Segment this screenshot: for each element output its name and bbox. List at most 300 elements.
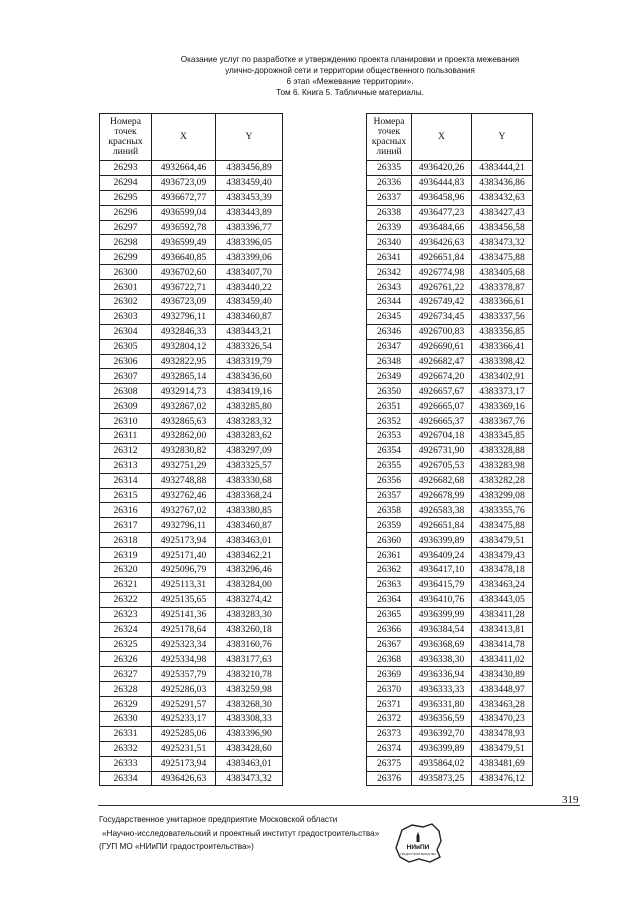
point-number-cell: 26348: [367, 354, 412, 369]
y-coordinate-cell: 4383475,88: [472, 518, 533, 533]
x-coordinate-cell: 4936702,60: [152, 265, 216, 280]
table-row: [100, 533, 283, 548]
x-coordinate-cell: 4936444,83: [412, 175, 472, 190]
table-row: [100, 697, 283, 712]
point-number-cell: 26304: [100, 324, 152, 339]
point-number-cell: 26341: [367, 250, 412, 265]
point-number-cell: 26327: [100, 667, 152, 682]
y-coordinate-cell: 4383328,88: [472, 443, 533, 458]
point-number-cell: 26353: [367, 429, 412, 444]
y-coordinate-cell: 4383378,87: [472, 280, 533, 295]
x-coordinate-cell: 4925096,79: [152, 563, 216, 578]
y-coordinate-cell: 4383366,61: [472, 295, 533, 310]
y-coordinate-cell: 4383443,21: [216, 324, 283, 339]
table-row: [100, 667, 283, 682]
table-row: [367, 309, 533, 324]
y-coordinate-cell: 4383459,40: [216, 175, 283, 190]
x-coordinate-cell: 4926665,07: [412, 399, 472, 414]
x-coordinate-cell: 4932767,02: [152, 503, 216, 518]
x-coordinate-cell: 4926690,61: [412, 339, 472, 354]
y-coordinate-cell: 4383402,91: [472, 369, 533, 384]
x-coordinate-cell: 4932862,00: [152, 429, 216, 444]
table-row: [367, 756, 533, 771]
y-coordinate-cell: 4383440,22: [216, 280, 283, 295]
coordinates-table-left: [99, 113, 283, 786]
x-coordinate-cell: 4925233,17: [152, 711, 216, 726]
x-coordinate-cell: 4936722,71: [152, 280, 216, 295]
point-number-cell: 26344: [367, 295, 412, 310]
logo-text: НИиПИ: [406, 844, 430, 851]
point-number-cell: 26334: [100, 771, 152, 786]
table-row: [367, 175, 533, 190]
y-coordinate-cell: 4383297,09: [216, 443, 283, 458]
point-number-cell: 26339: [367, 220, 412, 235]
y-coordinate-cell: 4383476,12: [472, 771, 533, 786]
point-number-cell: 26314: [100, 473, 152, 488]
x-coordinate-cell: 4936399,89: [412, 741, 472, 756]
table-row: [367, 250, 533, 265]
x-coordinate-cell: 4926731,90: [412, 443, 472, 458]
y-coordinate-cell: 4383283,98: [472, 458, 533, 473]
table-row: [367, 280, 533, 295]
table-row: [367, 652, 533, 667]
x-coordinate-cell: 4932867,02: [152, 399, 216, 414]
y-coordinate-cell: 4383460,87: [216, 309, 283, 324]
column-header-point-number: Номера точек красных линий: [100, 114, 152, 161]
y-coordinate-cell: 4383366,41: [472, 339, 533, 354]
point-number-cell: 26311: [100, 429, 152, 444]
y-coordinate-cell: 4383444,21: [472, 161, 533, 176]
y-coordinate-cell: 4383411,02: [472, 652, 533, 667]
x-coordinate-cell: 4936420,26: [412, 161, 472, 176]
table-row: [367, 265, 533, 280]
x-coordinate-cell: 4926651,84: [412, 250, 472, 265]
y-coordinate-cell: 4383356,85: [472, 324, 533, 339]
x-coordinate-cell: 4925231,51: [152, 741, 216, 756]
point-number-cell: 26329: [100, 697, 152, 712]
x-coordinate-cell: 4936640,85: [152, 250, 216, 265]
table-row: [100, 637, 283, 652]
y-coordinate-cell: 4383479,51: [472, 741, 533, 756]
x-coordinate-cell: 4932822,95: [152, 354, 216, 369]
x-coordinate-cell: 4935864,02: [412, 756, 472, 771]
point-number-cell: 26323: [100, 607, 152, 622]
x-coordinate-cell: 4926682,47: [412, 354, 472, 369]
point-number-cell: 26345: [367, 309, 412, 324]
point-number-cell: 26324: [100, 622, 152, 637]
table-row: [100, 190, 283, 205]
x-coordinate-cell: 4926774,98: [412, 265, 472, 280]
x-coordinate-cell: 4935873,25: [412, 771, 472, 786]
table-row: [367, 711, 533, 726]
x-coordinate-cell: 4936477,23: [412, 205, 472, 220]
y-coordinate-cell: 4383330,68: [216, 473, 283, 488]
footer-line-3: (ГУП МО «НИиПИ градостроительства»): [99, 842, 254, 851]
x-coordinate-cell: 4925286,03: [152, 682, 216, 697]
point-number-cell: 26367: [367, 637, 412, 652]
y-coordinate-cell: 4383369,16: [472, 399, 533, 414]
x-coordinate-cell: 4936384,54: [412, 622, 472, 637]
y-coordinate-cell: 4383479,51: [472, 533, 533, 548]
table-row: [367, 339, 533, 354]
table-row: [100, 592, 283, 607]
table-row: [367, 458, 533, 473]
table-row: [367, 771, 533, 786]
y-coordinate-cell: 4383296,46: [216, 563, 283, 578]
niipi-logo-icon: [392, 822, 444, 864]
point-number-cell: 26302: [100, 295, 152, 310]
y-coordinate-cell: 4383419,16: [216, 384, 283, 399]
y-coordinate-cell: 4383345,85: [472, 429, 533, 444]
point-number-cell: 26298: [100, 235, 152, 250]
x-coordinate-cell: 4932830,82: [152, 443, 216, 458]
point-number-cell: 26316: [100, 503, 152, 518]
y-coordinate-cell: 4383473,32: [472, 235, 533, 250]
point-number-cell: 26374: [367, 741, 412, 756]
point-number-cell: 26373: [367, 726, 412, 741]
table-row: [100, 161, 283, 176]
table-row: [100, 711, 283, 726]
y-coordinate-cell: 4383448,97: [472, 682, 533, 697]
point-number-cell: 26303: [100, 309, 152, 324]
column-header-y: Y: [216, 114, 283, 161]
column-header-x: X: [412, 114, 472, 161]
point-number-cell: 26342: [367, 265, 412, 280]
table-row: [100, 175, 283, 190]
x-coordinate-cell: 4936592,78: [152, 220, 216, 235]
point-number-cell: 26325: [100, 637, 152, 652]
point-number-cell: 26297: [100, 220, 152, 235]
table-row: [100, 503, 283, 518]
point-number-cell: 26319: [100, 548, 152, 563]
x-coordinate-cell: 4925171,40: [152, 548, 216, 563]
point-number-cell: 26332: [100, 741, 152, 756]
point-number-cell: 26322: [100, 592, 152, 607]
point-number-cell: 26315: [100, 488, 152, 503]
table-row: [100, 652, 283, 667]
x-coordinate-cell: 4925135,65: [152, 592, 216, 607]
point-number-cell: 26347: [367, 339, 412, 354]
table-row: [100, 354, 283, 369]
table-row: [367, 563, 533, 578]
footer-line-2: «Научно-исследовательский и проектный институт градостроительства»: [102, 828, 380, 838]
header-line-3: 6 этап «Межевание территории».: [286, 77, 414, 86]
table-row: [100, 399, 283, 414]
y-coordinate-cell: 4383367,76: [472, 414, 533, 429]
x-coordinate-cell: 4936409,24: [412, 548, 472, 563]
document-footer: [99, 813, 379, 854]
table-row: [367, 414, 533, 429]
table-row: [367, 205, 533, 220]
x-coordinate-cell: 4932846,33: [152, 324, 216, 339]
table-row: [100, 726, 283, 741]
table-row: [367, 682, 533, 697]
table-row: [367, 429, 533, 444]
table-row: [100, 756, 283, 771]
x-coordinate-cell: 4926704,18: [412, 429, 472, 444]
point-number-cell: 26308: [100, 384, 152, 399]
point-number-cell: 26331: [100, 726, 152, 741]
x-coordinate-cell: 4936723,09: [152, 175, 216, 190]
point-number-cell: 26313: [100, 458, 152, 473]
point-number-cell: 26352: [367, 414, 412, 429]
y-coordinate-cell: 4383479,43: [472, 548, 533, 563]
point-number-cell: 26369: [367, 667, 412, 682]
table-row: [367, 295, 533, 310]
y-coordinate-cell: 4383475,88: [472, 250, 533, 265]
table-row: [367, 741, 533, 756]
point-number-cell: 26300: [100, 265, 152, 280]
x-coordinate-cell: 4925173,94: [152, 756, 216, 771]
y-coordinate-cell: 4383260,18: [216, 622, 283, 637]
x-coordinate-cell: 4936338,30: [412, 652, 472, 667]
y-coordinate-cell: 4383436,86: [472, 175, 533, 190]
y-coordinate-cell: 4383274,42: [216, 592, 283, 607]
table-row: [100, 414, 283, 429]
point-number-cell: 26301: [100, 280, 152, 295]
point-number-cell: 26370: [367, 682, 412, 697]
table-row: [100, 265, 283, 280]
y-coordinate-cell: 4383373,17: [472, 384, 533, 399]
table-row: [100, 429, 283, 444]
point-number-cell: 26293: [100, 161, 152, 176]
y-coordinate-cell: 4383285,80: [216, 399, 283, 414]
y-coordinate-cell: 4383478,18: [472, 563, 533, 578]
point-number-cell: 26362: [367, 563, 412, 578]
y-coordinate-cell: 4383268,30: [216, 697, 283, 712]
y-coordinate-cell: 4383414,78: [472, 637, 533, 652]
x-coordinate-cell: 4936599,49: [152, 235, 216, 250]
footer-line-1: Государственное унитарное предприятие Московской области: [99, 815, 338, 824]
y-coordinate-cell: 4383456,89: [216, 161, 283, 176]
x-coordinate-cell: 4925285,06: [152, 726, 216, 741]
table-row: [100, 280, 283, 295]
point-number-cell: 26294: [100, 175, 152, 190]
table-row: [367, 220, 533, 235]
point-number-cell: 26359: [367, 518, 412, 533]
x-coordinate-cell: 4936410,76: [412, 592, 472, 607]
y-coordinate-cell: 4383463,24: [472, 577, 533, 592]
table-row: [367, 622, 533, 637]
point-number-cell: 26366: [367, 622, 412, 637]
point-number-cell: 26318: [100, 533, 152, 548]
y-coordinate-cell: 4383405,68: [472, 265, 533, 280]
table-row: [367, 637, 533, 652]
y-coordinate-cell: 4383463,28: [472, 697, 533, 712]
table-row: [367, 369, 533, 384]
point-number-cell: 26296: [100, 205, 152, 220]
column-header-x: X: [152, 114, 216, 161]
table-row: [100, 309, 283, 324]
table-row: [367, 488, 533, 503]
point-number-cell: 26356: [367, 473, 412, 488]
point-number-cell: 26357: [367, 488, 412, 503]
y-coordinate-cell: 4383432,63: [472, 190, 533, 205]
y-coordinate-cell: 4383337,56: [472, 309, 533, 324]
table-row: [100, 220, 283, 235]
y-coordinate-cell: 4383453,39: [216, 190, 283, 205]
y-coordinate-cell: 4383398,42: [472, 354, 533, 369]
header-line-4: Том 6. Книга 5. Табличные материалы.: [276, 88, 424, 97]
y-coordinate-cell: 4383368,24: [216, 488, 283, 503]
y-coordinate-cell: 4383459,40: [216, 295, 283, 310]
y-coordinate-cell: 4383478,93: [472, 726, 533, 741]
point-number-cell: 26337: [367, 190, 412, 205]
logo-subtext: ГРАДОСТРОИТЕЛЬСТВА: [400, 852, 436, 856]
y-coordinate-cell: 4383436,60: [216, 369, 283, 384]
point-number-cell: 26317: [100, 518, 152, 533]
y-coordinate-cell: 4383259,98: [216, 682, 283, 697]
table-row: [100, 458, 283, 473]
table-row: [100, 682, 283, 697]
header-line-1: Оказание услуг по разработке и утверждению проекта планировки и проекта межевания: [180, 55, 520, 64]
x-coordinate-cell: 4936426,63: [412, 235, 472, 250]
point-number-cell: 26368: [367, 652, 412, 667]
table-row: [367, 443, 533, 458]
point-number-cell: 26355: [367, 458, 412, 473]
y-coordinate-cell: 4383473,32: [216, 771, 283, 786]
y-coordinate-cell: 4383456,58: [472, 220, 533, 235]
point-number-cell: 26349: [367, 369, 412, 384]
y-coordinate-cell: 4383463,01: [216, 533, 283, 548]
point-number-cell: 26351: [367, 399, 412, 414]
table-row: [367, 190, 533, 205]
x-coordinate-cell: 4932796,11: [152, 309, 216, 324]
table-row: [100, 250, 283, 265]
table-row: [100, 741, 283, 756]
x-coordinate-cell: 4936399,89: [412, 533, 472, 548]
point-number-cell: 26310: [100, 414, 152, 429]
point-number-cell: 26328: [100, 682, 152, 697]
point-number-cell: 26335: [367, 161, 412, 176]
x-coordinate-cell: 4932804,12: [152, 339, 216, 354]
table-row: [100, 577, 283, 592]
point-number-cell: 26363: [367, 577, 412, 592]
x-coordinate-cell: 4926674,20: [412, 369, 472, 384]
y-coordinate-cell: 4383428,60: [216, 741, 283, 756]
y-coordinate-cell: 4383443,05: [472, 592, 533, 607]
y-coordinate-cell: 4383283,30: [216, 607, 283, 622]
table-row: [367, 399, 533, 414]
y-coordinate-cell: 4383460,87: [216, 518, 283, 533]
point-number-cell: 26312: [100, 443, 152, 458]
x-coordinate-cell: 4925291,57: [152, 697, 216, 712]
x-coordinate-cell: 4936426,63: [152, 771, 216, 786]
point-number-cell: 26305: [100, 339, 152, 354]
y-coordinate-cell: 4383462,21: [216, 548, 283, 563]
x-coordinate-cell: 4936331,80: [412, 697, 472, 712]
x-coordinate-cell: 4926651,84: [412, 518, 472, 533]
table-row: [100, 563, 283, 578]
x-coordinate-cell: 4925141,36: [152, 607, 216, 622]
x-coordinate-cell: 4936415,79: [412, 577, 472, 592]
table-row: [367, 726, 533, 741]
y-coordinate-cell: 4383470,23: [472, 711, 533, 726]
y-coordinate-cell: 4383160,76: [216, 637, 283, 652]
point-number-cell: 26364: [367, 592, 412, 607]
table-row: [100, 324, 283, 339]
x-coordinate-cell: 4936484,66: [412, 220, 472, 235]
table-row: [367, 354, 533, 369]
x-coordinate-cell: 4936356,59: [412, 711, 472, 726]
table-row: [367, 577, 533, 592]
table-row: [100, 473, 283, 488]
y-coordinate-cell: 4383396,05: [216, 235, 283, 250]
y-coordinate-cell: 4383411,28: [472, 607, 533, 622]
point-number-cell: 26320: [100, 563, 152, 578]
x-coordinate-cell: 4936368,69: [412, 637, 472, 652]
x-coordinate-cell: 4926657,67: [412, 384, 472, 399]
table-row: [367, 518, 533, 533]
point-number-cell: 26361: [367, 548, 412, 563]
table-row: [367, 473, 533, 488]
table-row: [100, 295, 283, 310]
y-coordinate-cell: 4383282,28: [472, 473, 533, 488]
point-number-cell: 26330: [100, 711, 152, 726]
x-coordinate-cell: 4932751,29: [152, 458, 216, 473]
y-coordinate-cell: 4383396,90: [216, 726, 283, 741]
y-coordinate-cell: 4383380,85: [216, 503, 283, 518]
point-number-cell: 26376: [367, 771, 412, 786]
table-row: [367, 384, 533, 399]
x-coordinate-cell: 4926678,99: [412, 488, 472, 503]
y-coordinate-cell: 4383407,70: [216, 265, 283, 280]
x-coordinate-cell: 4936392,70: [412, 726, 472, 741]
y-coordinate-cell: 4383396,77: [216, 220, 283, 235]
y-coordinate-cell: 4383284,00: [216, 577, 283, 592]
x-coordinate-cell: 4936399,99: [412, 607, 472, 622]
y-coordinate-cell: 4383308,33: [216, 711, 283, 726]
point-number-cell: 26333: [100, 756, 152, 771]
point-number-cell: 26309: [100, 399, 152, 414]
point-number-cell: 26350: [367, 384, 412, 399]
table-row: [367, 161, 533, 176]
table-row: [100, 771, 283, 786]
x-coordinate-cell: 4936333,33: [412, 682, 472, 697]
x-coordinate-cell: 4936336,94: [412, 667, 472, 682]
x-coordinate-cell: 4926583,38: [412, 503, 472, 518]
point-number-cell: 26295: [100, 190, 152, 205]
point-number-cell: 26365: [367, 607, 412, 622]
point-number-cell: 26358: [367, 503, 412, 518]
point-number-cell: 26371: [367, 697, 412, 712]
table-row: [100, 443, 283, 458]
x-coordinate-cell: 4932748,88: [152, 473, 216, 488]
y-coordinate-cell: 4383399,06: [216, 250, 283, 265]
table-row: [367, 592, 533, 607]
table-row: [367, 503, 533, 518]
y-coordinate-cell: 4383326,54: [216, 339, 283, 354]
table-row: [100, 339, 283, 354]
table-row: [100, 548, 283, 563]
x-coordinate-cell: 4936723,09: [152, 295, 216, 310]
x-coordinate-cell: 4926705,53: [412, 458, 472, 473]
point-number-cell: 26338: [367, 205, 412, 220]
page-number: 319: [562, 794, 579, 806]
point-number-cell: 26306: [100, 354, 152, 369]
x-coordinate-cell: 4925113,31: [152, 577, 216, 592]
table-row: [367, 533, 533, 548]
x-coordinate-cell: 4926749,42: [412, 295, 472, 310]
table-row: [100, 205, 283, 220]
x-coordinate-cell: 4932865,14: [152, 369, 216, 384]
y-coordinate-cell: 4383413,81: [472, 622, 533, 637]
y-coordinate-cell: 4383443,89: [216, 205, 283, 220]
table-row: [100, 607, 283, 622]
x-coordinate-cell: 4936458,96: [412, 190, 472, 205]
coordinates-table-right: [366, 113, 533, 786]
table-row: [367, 697, 533, 712]
